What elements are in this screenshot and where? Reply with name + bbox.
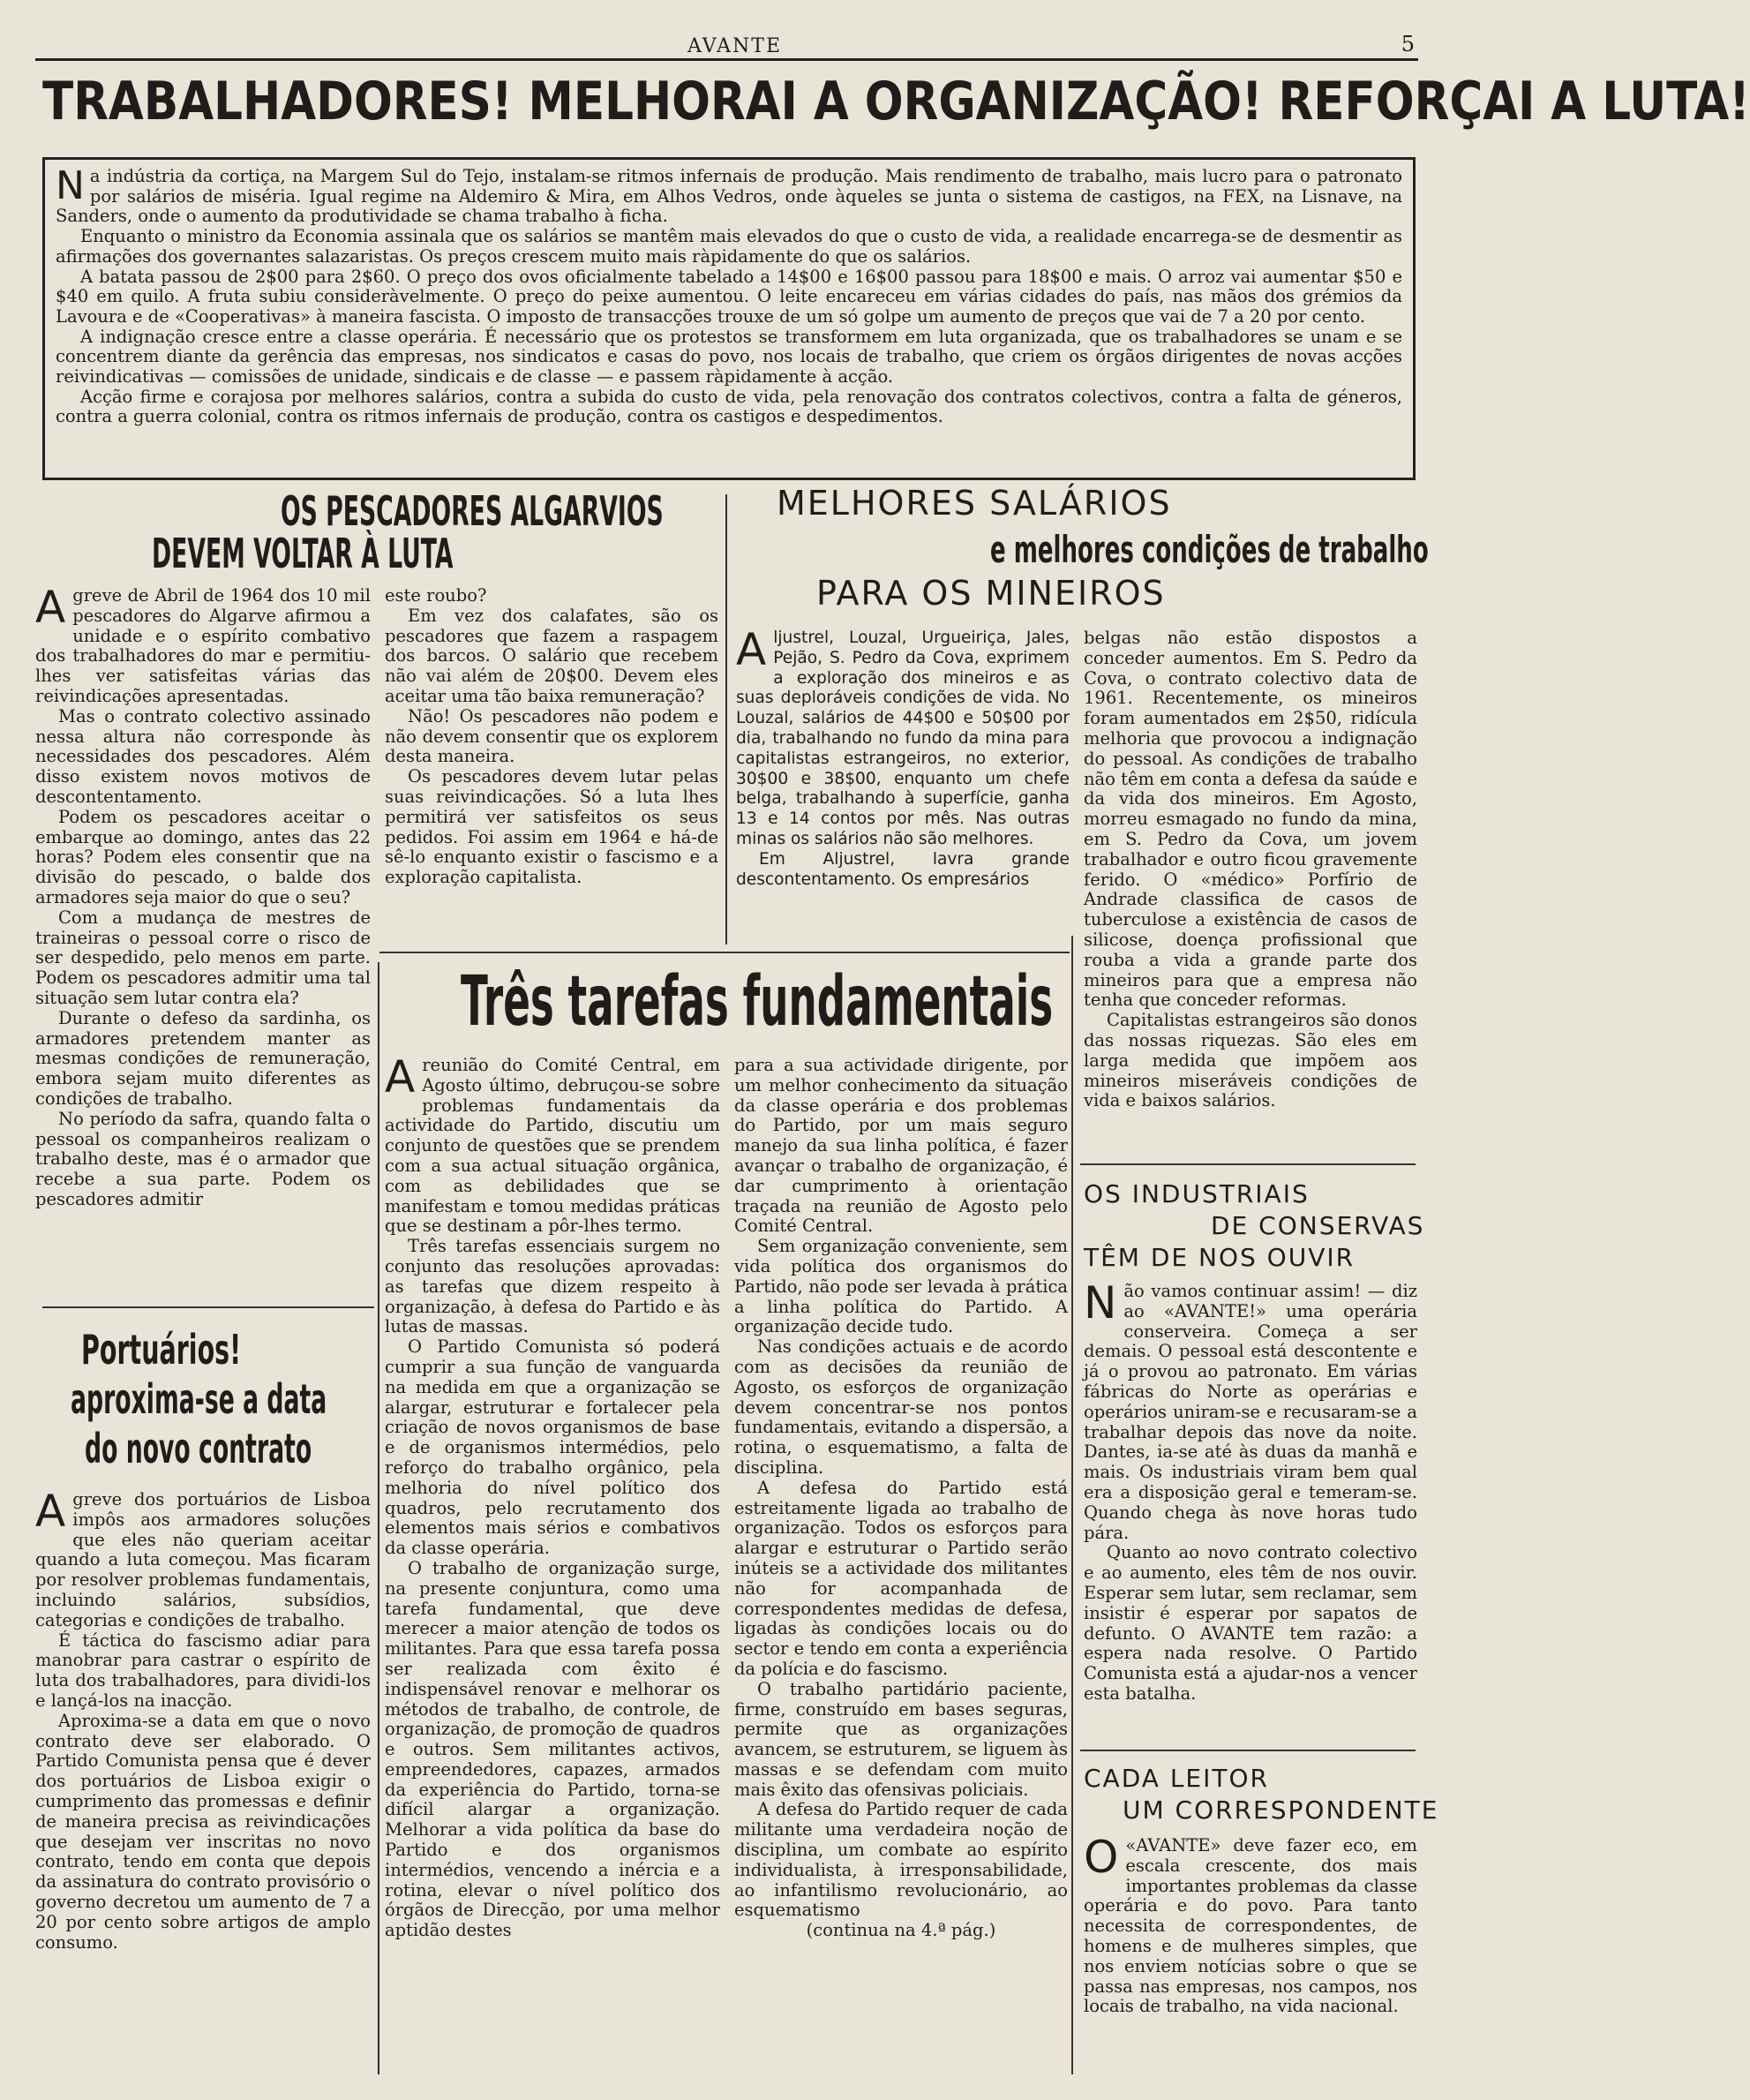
- article-paragraph: Em vez dos calafates, são os pescadores que fazem a raspagem dos barcos. O salário que recebem não vai além de 20$00. Devem eles aceitar uma tão baixa remuneração?: [385, 605, 718, 706]
- dropcap: A: [35, 1486, 66, 1537]
- article-paragraph: Quanto ao novo contrato colectivo e ao aumento, eles têm de nos ouvir. Esperar sem lutar, sem reclamar, sem insistir é esperar por sapatos de defunto. O AVANTE tem razão: a espera nada resolve. O Partido Comunista está a ajudar-nos a vencer esta batalha.: [1084, 1542, 1417, 1704]
- article-paragraph: A defesa do Partido está estreitamente ligada ao trabalho de organização. Todos os esforços para alargar e estruturar o Partido serão inúteis se a actividade dos militantes não for acompanhada de correspondentes medidas de defesa, ligadas às condições locais ou do sector e tendo em conta a experiência da polícia e do fascismo.: [734, 1477, 1068, 1679]
- column-rule: [725, 494, 727, 945]
- article-paragraph: A defesa do Partido requer de cada militante uma verdadeira noção de disciplina, um combate ao espírito individualista, à irresponsabilidade, ao infantilismo revolucionário, ao esquematismo: [734, 1799, 1068, 1921]
- article-paragraph: Com a mudança de mestres de traineiras o pessoal corre o risco de ser despedido, pelo menos em parte. Podem os pescadores admitir uma tal situação sem lutar contra ela?: [35, 907, 371, 1008]
- article-paragraph: O «AVANTE» deve fazer eco, em escala crescente, dos mais importantes problemas da classe operária e do povo. Para tanto necessita de correspondentes, de homens e de mulheres simples, que nos enviem notícias sobre o que se passa nas empresas, nos campos, nos locais de trabalho, na vida nacional.: [1084, 1832, 1417, 2017]
- portuarios-headline: Portuários!: [81, 1326, 242, 1374]
- article-paragraph: Agreve de Abril de 1964 dos 10 mil pescadores do Algarve afirmou a unidade e o espírito combativo dos trabalhadores do mar e permitiu-lhes ver satisfeitas várias das reivindicações apresentadas.: [35, 582, 371, 706]
- pescadores-column-1: [35, 582, 371, 1308]
- article-paragraph: Nas condições actuais e de acordo com as decisões da reunião de Agosto, os esforços de organização devem concentrar-se nos pontos fundamentais, evitando a dispersão, a rotina, o esquematismo, a falta de disciplina.: [734, 1336, 1068, 1478]
- correspondente-subheadline: UM CORRESPONDENTE: [1123, 1795, 1439, 1825]
- article-paragraph: Podem os pescadores aceitar o embarque ao domingo, antes das 22 horas? Podem eles consentir que na divisão do pescado, o balde dos armadores seja maior do que o seu?: [35, 806, 371, 907]
- lead-paragraph: Na indústria da cortiça, na Margem Sul do Tejo, instalam-se ritmos infernais de produção. Mais rendimento de trabalho, mais lucro para o patronato por salários de miséria. Igual regime na Aldemiro & Mira, em Alhos Vedros, onde àqueles se junta o sistema de castigos, na FEX, na Lisnave, na Sanders, onde o aumento da produtividade se chama trabalho à ficha.: [56, 163, 1402, 227]
- article-paragraph: Três tarefas essenciais surgem no conjunto das resoluções aprovadas: as tarefas que dizem respeito à organização, à defesa do Partido e às lutas de massas.: [385, 1236, 720, 1337]
- banner-headline: TRABALHADORES! MELHORAI A ORGANIZAÇÃO! REFORÇAI A LUTA!: [42, 71, 1750, 132]
- mineiros-headline: MELHORES SALÁRIOS: [777, 484, 1172, 523]
- lead-paragraph: Acção firme e corajosa por melhores salários, contra a subida do custo de vida, pela renovação dos contratos colectivos, contra a falta de géneros, contra a guerra colonial, contra os ritmos infernais de produção, contra os castigos e despedimentos.: [56, 386, 1402, 427]
- portuarios-column: [35, 1486, 371, 2076]
- conservas-column: [1084, 1277, 1417, 1742]
- article-paragraph: Sem organização conveniente, sem vida política dos organismos do Partido, não pode ser levada à prática a linha política do Partido. A organização decide tudo.: [734, 1236, 1068, 1337]
- article-paragraph: É táctica do fascismo adiar para manobrar para castrar o espírito de luta dos trabalhadores, para dividi-los e lançá-los na inacção.: [35, 1630, 371, 1711]
- article-paragraph: Durante o defeso da sardinha, os armadores pretendem manter as mesmas condições de remuneração, embora sejam muito diferentes as condições de trabalho.: [35, 1007, 371, 1109]
- conservas-subheadline: DE CONSERVAS: [1211, 1211, 1425, 1240]
- portuarios-subheadline: aproxima-se a data: [71, 1375, 327, 1423]
- dropcap: O: [1084, 1832, 1119, 1883]
- correspondente-column: [1084, 1832, 1417, 2074]
- article-paragraph: Capitalistas estrangeiros são donos das nossas riquezas. São eles em larga medida que impõem aos mineiros miseráveis condições de vida e baixos salários.: [1084, 1010, 1417, 1111]
- section-rule: [1080, 1163, 1416, 1165]
- conservas-headline: OS INDUSTRIAIS: [1084, 1179, 1310, 1208]
- article-paragraph: Não! Os pescadores não podem e não devem consentir que os explorem desta maneira.: [385, 705, 718, 767]
- dropcap: N: [1084, 1277, 1117, 1328]
- article-paragraph: Agreve dos portuários de Lisboa impôs aos armadores soluções que eles não queriam aceitar quando a luta começou. Mas ficaram por resolver problemas fundamentais, incluindo salários, subsídios, categorias e condições de trabalho.: [35, 1486, 371, 1630]
- mineiros-subheadline: e melhores condições de trabalho: [990, 528, 1429, 571]
- article-paragraph: Os pescadores devem lutar pelas suas reivindicações. Só a luta lhes permitirá ver satisfeitos os seus pedidos. Foi assim em 1964 e há-de sê-lo enquanto existir o fascismo e a exploração capitalista.: [385, 766, 718, 888]
- correspondente-headline: CADA LEITOR: [1084, 1764, 1269, 1793]
- article-paragraph: Aproxima-se a data em que o novo contrato deve ser elaborado. O Partido Comunista pensa que é dever dos portuários de Lisboa exigir o cumprimento das promessas e definir de maneira precisa as reivindicações que desejam ver inscritas no novo contrato, tendo em conta que depois da assinatura do contrato provisório o governo decretou um aumento de 7 a 20 por cento sobre artigos de amplo consumo.: [35, 1710, 371, 1953]
- pescadores-column-2: [385, 586, 718, 945]
- column-rule: [378, 962, 379, 2074]
- column-rule: [1071, 936, 1073, 2074]
- article-paragraph: Em Aljustrel, lavra grande descontentamento. Os empresários: [736, 849, 1070, 889]
- section-rule: [379, 952, 1070, 953]
- header-rule: [35, 58, 1418, 61]
- lead-paragraph: A indignação cresce entre a classe operária. É necessário que os protestos se transformem em luta organizada, que os trabalhadores se unam e se concentrem diante da gerência das empresas, nos sindicatos e casas do povo, nos locais de trabalho, que criem os órgãos dirigentes de novas acções reivindicativas — comissões de unidade, sindicais e de classe — e passem ràpidamente à acção.: [56, 326, 1402, 388]
- tarefas-column-2: [734, 1056, 1068, 2071]
- article-paragraph: O Partido Comunista só poderá cumprir a sua função de vanguarda na medida em que a organização se alargar, estruturar e fortalecer pela criação de novos organismos de base e de organismos intermédios, pelo reforço do trabalho orgânico, pela melhoria do nível político dos quadros, pelo recrutamento dos elementos mais sérios e combativos da classe operária.: [385, 1336, 720, 1559]
- article-paragraph: este roubo?: [385, 585, 487, 606]
- lead-paragraph: Enquanto o ministro da Economia assinala que os salários se mantêm mais elevados do que o custo de vida, a realidade encarrega-se de desmentir as afirmações dos governantes salazaristas. Os preços crescem muito mais ràpidamente do que os salários.: [56, 226, 1402, 267]
- article-paragraph: Areunião do Comité Central, em Agosto último, debruçou-se sobre problemas fundamentais da actividade do Partido, discutiu um conjunto de questões que se prendem com a sua actual situação orgânica, com as debilidades que se manifestam e tomou medidas práticas que se destinam a pôr-lhes termo.: [385, 1051, 720, 1237]
- article-paragraph: Aljustrel, Louzal, Urgueiriça, Jales, Pejão, S. Pedro da Cova, exprimem a exploração dos mineiros e as suas deploráveis condições de vida. No Louzal, salários de 44$00 e 50$00 por dia, trabalhando no fundo da mina para capitalistas estrangeiros, no exterior, 30$00 e 38$00, enquanto um chefe belga, trabalhando à superfície, ganha 13 e 14 contos por mês. Nas outras minas os salários não são melhores.: [736, 624, 1070, 848]
- dropcap: A: [35, 582, 66, 633]
- mineiros-column-2: [1084, 628, 1417, 1158]
- dropcap: A: [385, 1051, 416, 1103]
- mineiros-headline-2: PARA OS MINEIROS: [816, 574, 1166, 613]
- tarefas-column-1: [385, 1051, 720, 2071]
- lead-paragraph: A batata passou de 2$00 para 2$60. O preço dos ovos oficialmente tabelado a 14$00 e 16$00 passou para 18$00 e mais. O arroz vai aumentar $50 e $40 em quilo. A fruta subiu consideràvelmente. O preço do peixe aumentou. O leite encareceu em várias cidades do país, nas mãos dos grémios da Lavoura e de «Cooperativas» à maneira fascista. O imposto de transacções trouxe de um só golpe um aumento de preços que vai de 7 a 20 por cento.: [56, 266, 1402, 327]
- article-paragraph: belgas não estão dispostos a conceder aumentos. Em S. Pedro da Cova, o contrato colectivo data de 1961. Recentemente, os mineiros foram aumentados em 2$50, ridícula melhoria que provocou a indignação do pessoal. As condições de trabalho não têm em conta a defesa da saúde e da vida dos mineiros. Em Agosto, morreu esmagado no fundo da mina, em S. Pedro da Cova, um jovem trabalhador e outro ficou gravemente ferido. O «médico» Porfírio de Andrade classifica de casos de tuberculose a existência de casos de silicose, doença profissional que rouba a vida a grande parte dos mineiros para que a empresa não tenha que conceder reformas.: [1084, 628, 1417, 1011]
- dropcap: A: [736, 624, 767, 675]
- dropcap: N: [56, 163, 85, 208]
- article-paragraph: para a sua actividade dirigente, por um melhor conhecimento da situação da classe operária e dos problemas do Partido, por um mais seguro manejo da sua linha política, é fazer avançar o trabalho de organização, é dar cumprimento à orientação traçada na reunião de Agosto pelo Comité Central.: [734, 1055, 1068, 1237]
- tarefas-headline: Três tarefas fundamentais: [461, 962, 1054, 1042]
- running-title: AVANTE: [687, 35, 783, 57]
- article-paragraph: O trabalho de organização surge, na presente conjuntura, como uma tarefa fundamental, que deve merecer a maior atenção de todos os militantes. Para que essa tarefa possa ser realizada com êxito é indispensável renovar e melhorar os métodos de trabalho, de controle, de organização, de promoção de quadros e outros. Sem militantes activos, empreendedores, capazes, armados da experiência do Partido, torna-se difícil alargar a organização. Melhorar a vida política da base do Partido e dos organismos intermédios, vencendo a inércia e a rotina, elevar o nível político dos órgãos de Direcção, por uma melhor aptidão destes: [385, 1557, 720, 1941]
- article-paragraph: No período da safra, quando falta o pessoal os companheiros realizam o trabalho deste, mas é o armador que recebe a sua parte. Podem os pescadores admitir: [35, 1108, 371, 1209]
- continued-note: (continua na 4.ª pág.): [806, 1920, 996, 1941]
- pescadores-headline: OS PESCADORES ALGARVIOS: [281, 487, 664, 535]
- pescadores-subheadline: DEVEM VOLTAR À LUTA: [152, 530, 454, 577]
- mineiros-column-1: [736, 624, 1070, 946]
- article-paragraph: O trabalho partidário paciente, firme, construído em bases seguras, permite que as organizações avancem, se estruturem, se liguem às massas e se defendam com muito mais êxito das ofensivas policiais.: [734, 1678, 1068, 1800]
- conservas-subheadline-2: TÊM DE NOS OUVIR: [1084, 1243, 1356, 1272]
- article-paragraph: Mas o contrato colectivo assinado nessa altura não corresponde às necessidades dos pescadores. Além disso existem novos motivos de descontentamento.: [35, 705, 371, 807]
- page-number: 5: [1401, 32, 1415, 56]
- portuarios-subheadline-2: do novo contrato: [85, 1425, 312, 1472]
- lead-article-box: [42, 157, 1416, 480]
- article-paragraph: Não vamos continuar assim! — diz ao «AVANTE!» uma operária conserveira. Começa a ser demais. O pessoal está descontente e já o provou ao patronato. Em várias fábricas do Norte as operárias e operários uniram-se e recusaram-se a trabalhar depois das nove da noite. Dantes, ia-se até às duas da manhã e mais. Os industriais viram bem qual era a disposição geral e temeram-se. Quando chega às nove horas tudo pára.: [1084, 1277, 1417, 1543]
- section-rule: [1080, 1750, 1416, 1751]
